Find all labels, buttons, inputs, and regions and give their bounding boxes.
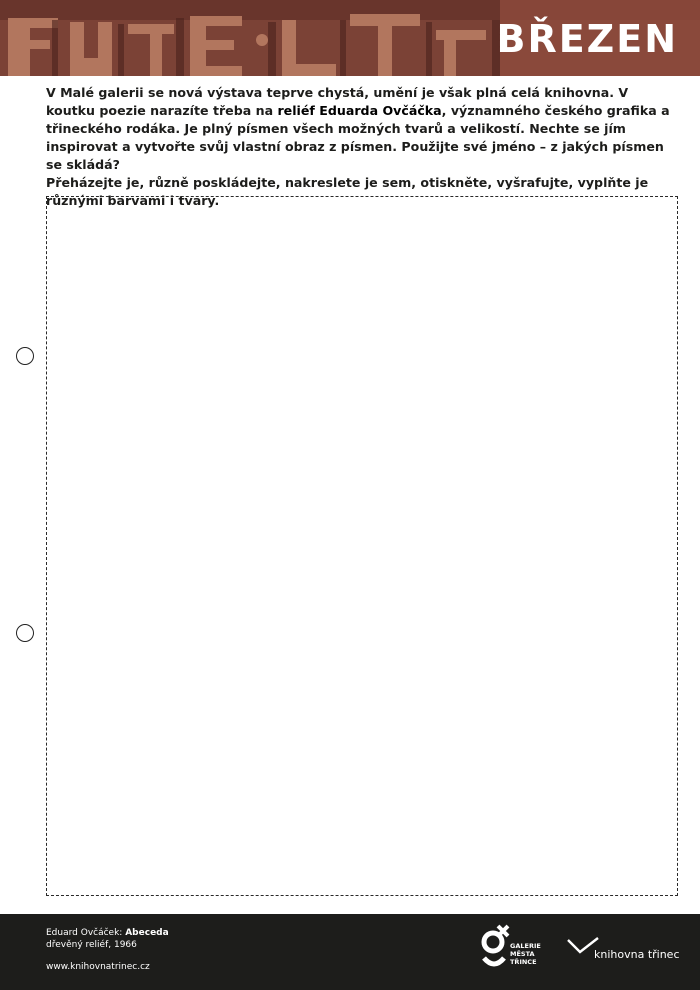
galerie-logo-icon	[480, 924, 510, 974]
punch-hole-lower	[16, 624, 34, 642]
intro-part-2: , významného českého grafika a třineckého rodáka. Je plný písmen všech možných tvarů a velikostí. Nechte se jím inspirovat a vytvořte svůj vlastní obraz z písmen. Použijte své jméno – z jakých písmen se skládá?	[46, 103, 670, 172]
gallery-line-1: GALERIE	[510, 942, 541, 950]
relief-highlight: reliéf Eduarda Ovčáčka	[277, 103, 442, 118]
drawing-area[interactable]	[46, 196, 678, 896]
header-banner	[0, 0, 700, 76]
intro-part-1: V Malé galerii se nová výstava teprve chystá, umění je však plná celá knihovna. V koutku poezie narazíte třeba na	[46, 85, 629, 118]
intro-paragraph	[46, 84, 676, 174]
credit-author: Eduard Ovčáček:	[46, 928, 123, 938]
intro-instructions: Přeházejte je, různě poskládejte, nakreslete je sem, otiskněte, vyšrafujte, vyplňte je různými barvami i tvary.	[46, 175, 649, 208]
gallery-logo	[480, 922, 550, 982]
library-logo	[566, 934, 686, 974]
footer	[0, 914, 700, 990]
gallery-line-3: TŘINCE	[510, 958, 537, 966]
credit-title: Abeceda	[125, 928, 169, 938]
month-title: BŘEZEN	[496, 17, 678, 61]
website-link[interactable]: www.knihovnatrinec.cz	[46, 962, 150, 972]
gallery-line-2: MĚSTA	[510, 950, 535, 958]
credit-detail: dřevěný reliéf, 1966	[46, 940, 137, 950]
punch-hole-upper	[16, 347, 34, 365]
artwork-credit	[46, 927, 169, 951]
library-logo-text: knihovna třinec	[594, 948, 680, 961]
gallery-logo-text	[510, 942, 541, 966]
intro-text	[46, 84, 676, 210]
